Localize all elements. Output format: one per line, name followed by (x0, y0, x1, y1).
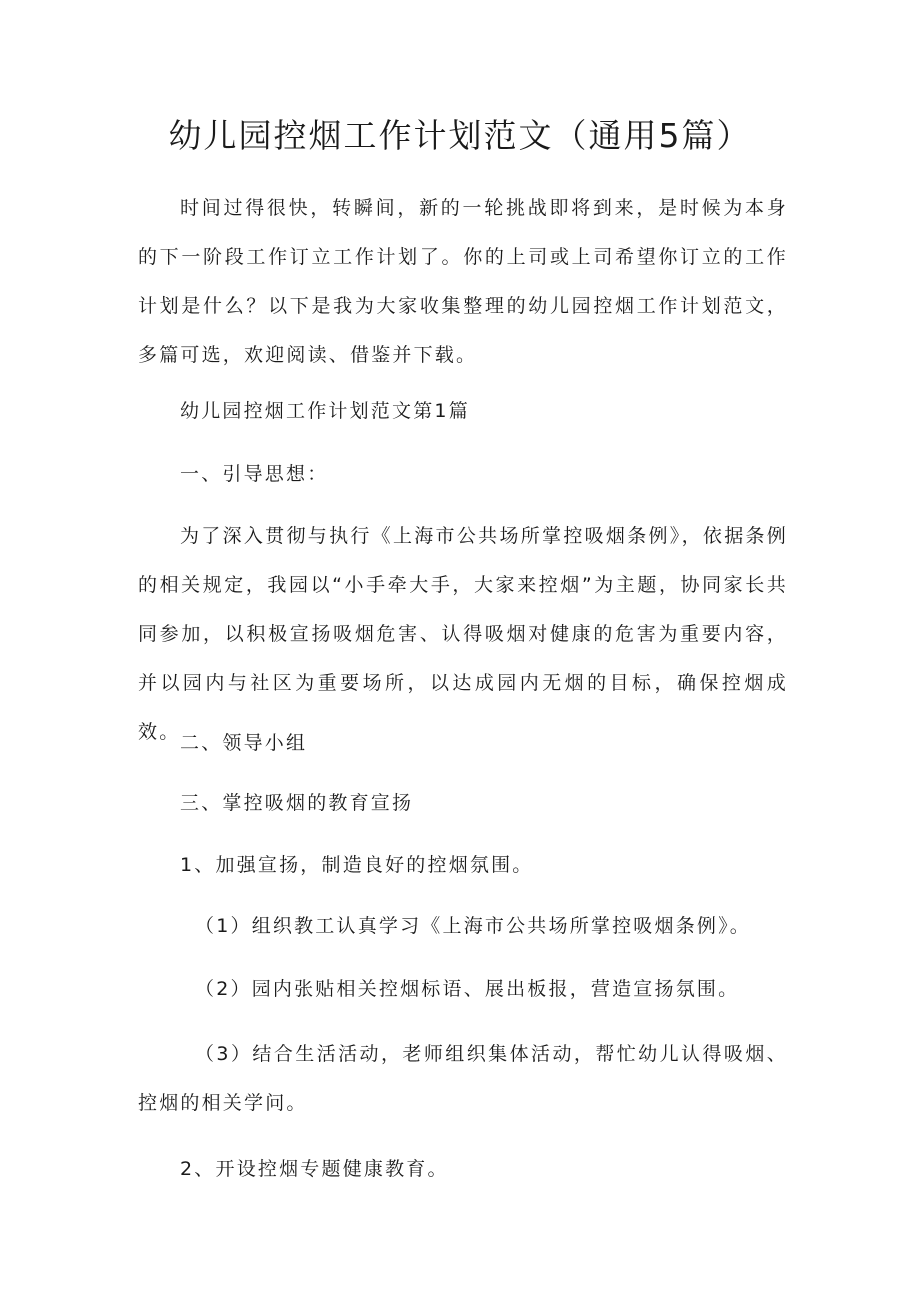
part3-heading: 三、掌控吸烟的教育宣扬 (180, 792, 414, 814)
part2-heading: 二、领导小组 (180, 732, 308, 754)
item1-sub2: （2）园内张贴相关控烟标语、展出板报，营造宣扬氛围。 (195, 978, 740, 1000)
document-title: 幼儿园控烟工作计划范文（通用5篇） (168, 116, 752, 155)
item1-sub3: （3）结合生活活动，老师组织集体活动，帮忙幼儿认得吸烟、控烟的相关学问。 (138, 1043, 788, 1114)
part1-body: 为了深入贯彻与执行《上海市公共场所掌控吸烟条例》，依据条例的相关规定，我园以“小手牵大手，大家来控烟”为主题，协同家长共同参加，以积极宣扬吸烟危害、认得吸烟对健康的危害为重要内容，并以园内与社区为重要场所，以达成园内无烟的目标，确保控烟成效。 (138, 525, 788, 743)
intro-paragraph: 时间过得很快，转瞬间，新的一轮挑战即将到来，是时候为本身的下一阶段工作订立工作计划了。你的上司或上司希望你订立的工作计划是什么？以下是我为大家收集整理的幼儿园控烟工作计划范文，多篇可选，欢迎阅读、借鉴并下载。 (138, 197, 788, 366)
item1: 1、加强宣扬，制造良好的控烟氛围。 (180, 854, 534, 876)
item1-sub1: （1）组织教工认真学习《上海市公共场所掌控吸烟条例》。 (195, 915, 751, 937)
item2: 2、开设控烟专题健康教育。 (180, 1158, 449, 1180)
part1-heading: 一、引导思想： (180, 463, 329, 485)
section-heading: 幼儿园控烟工作计划范文第1篇 (180, 400, 470, 422)
